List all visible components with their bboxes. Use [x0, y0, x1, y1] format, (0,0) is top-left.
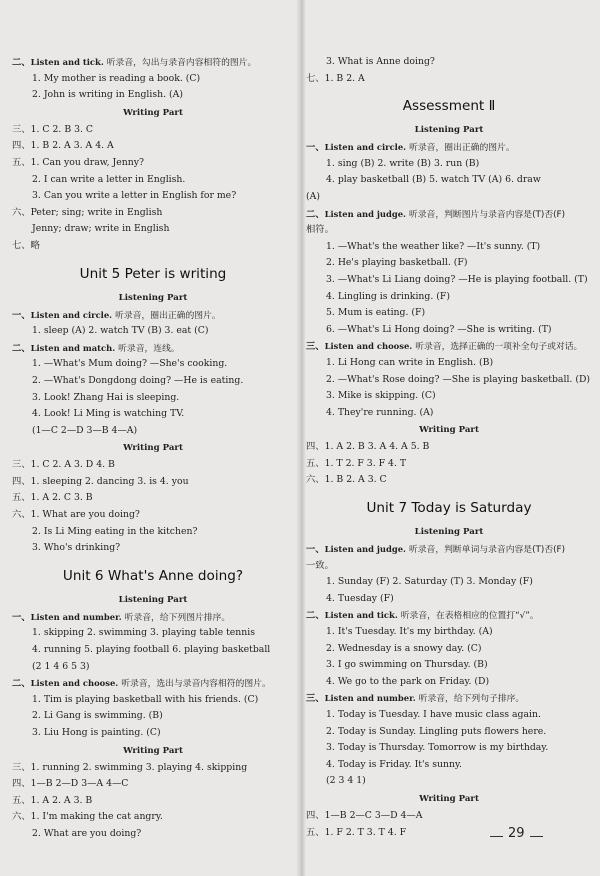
section-heading: [12, 54, 294, 71]
section-number: 二、: [306, 610, 325, 622]
section-instruction-cn: 听录音，判断图片与录音内容是(T)否(F): [408, 209, 566, 220]
section-instruction-cn: 听录音，选择正确的一项补全句子或对话。: [415, 342, 583, 353]
answer-line: 1. My mother is reading a book. (C): [32, 72, 201, 84]
unit-title: Assessment Ⅱ: [402, 98, 496, 115]
section-heading: [12, 307, 294, 324]
page-number-dash-right: [530, 836, 543, 837]
answer-line: 6. —What's Li Hong doing? —She is writing. (T): [326, 323, 552, 335]
answer-line: 2. Li Gang is swimming. (B): [32, 710, 163, 722]
answer-line: (2 3 4 1): [326, 775, 366, 787]
answer-line: 四、1—B 2—C 3—D 4—A: [306, 809, 423, 821]
section-heading: [306, 607, 592, 624]
answer-line: 五、1. A 2. A 3. B: [12, 794, 93, 806]
section-instruction-cn: 听录音，连线。: [118, 343, 180, 354]
answer-line: 1. —What's Mum doing? —She's cooking.: [32, 358, 228, 370]
answer-line: 七、1. B 2. A: [306, 72, 365, 84]
section-instruction-en: Listen and number.: [324, 693, 416, 704]
page-number: 29: [508, 826, 525, 841]
answer-line: 4. We go to the park on Friday. (D): [326, 675, 490, 687]
answer-line: 3. Liu Hong is painting. (C): [32, 727, 161, 738]
answer-line: 五、1. T 2. F 3. F 4. T: [306, 457, 407, 469]
answer-line: 六、1. What are you doing?: [12, 509, 140, 521]
answer-line: 七、略: [12, 239, 40, 251]
section-instruction-en: Listen and judge.: [324, 208, 406, 219]
part-subheading: Listening Part: [118, 292, 188, 303]
answer-line: 三、1. C 2. B 3. C: [12, 123, 94, 135]
answer-line: 1. Li Hong can write in English. (B): [326, 356, 494, 368]
answer-line: 2. Today is Sunday. Lingling puts flowers here.: [326, 725, 547, 737]
answer-line: 2. Is Li Ming eating in the kitchen?: [32, 525, 198, 537]
section-number: 一、: [12, 309, 31, 321]
answer-line: 四、1. B 2. A 3. A 4. A: [12, 140, 114, 152]
unit-title: Unit 7 Today is Saturday: [366, 500, 532, 517]
answer-line: 3. Today is Thursday. Tomorrow is my birthday.: [326, 742, 549, 754]
answer-line: 3. —What's Li Liang doing? —He is playing football. (T): [326, 273, 588, 285]
answer-line: 2. I can write a letter in English.: [32, 173, 186, 185]
answer-line: 2. What are you doing?: [32, 827, 142, 839]
part-subheading: Writing Part: [419, 425, 479, 436]
section-number: 一、: [306, 544, 325, 556]
answer-line: (A): [306, 190, 320, 202]
answer-line: 相符。: [306, 224, 334, 236]
section-number: 一、: [12, 611, 31, 623]
section-heading: [12, 609, 294, 626]
section-heading: [306, 338, 592, 355]
answer-line: 六、1. B 2. A 3. C: [306, 474, 387, 486]
section-instruction-en: Listen and match.: [30, 342, 116, 353]
answer-line: 4. They're running. (A): [326, 406, 434, 418]
section-heading: [306, 541, 592, 558]
part-subheading: Listening Part: [118, 594, 188, 605]
answer-line: 1. sing (B) 2. write (B) 3. run (B): [326, 157, 480, 169]
part-subheading: Writing Part: [123, 107, 183, 118]
section-instruction-en: Listen and number.: [30, 611, 122, 622]
page-number-dash-left: [490, 836, 503, 837]
part-subheading: Listening Part: [414, 527, 484, 538]
section-heading: [306, 690, 592, 707]
section-instruction-en: Listen and choose.: [30, 678, 119, 689]
answer-line: 2. John is writing in English. (A): [32, 89, 183, 101]
answer-line: 4. Lingling is drinking. (F): [326, 290, 450, 302]
section-instruction-en: Listen and tick.: [30, 57, 104, 67]
answer-line: (2 1 4 6 5 3): [32, 660, 90, 672]
answer-line: 3. What is Anne doing?: [326, 56, 435, 67]
section-number: 二、: [12, 57, 31, 68]
answer-line: 五、1. A 2. C 3. B: [12, 492, 93, 504]
section-instruction-en: Listen and circle.: [324, 142, 407, 153]
answer-line: 六、1. I'm making the cat angry.: [12, 811, 163, 823]
answer-line: 4. play basketball (B) 5. watch TV (A) 6. draw: [326, 174, 541, 186]
section-instruction-en: Listen and circle.: [30, 309, 113, 320]
answer-line: 3. I go swimming on Thursday. (B): [326, 659, 488, 671]
section-instruction-cn: 听录音，勾出与录音内容相符的图片。: [106, 58, 257, 68]
section-instruction-cn: 听录音，判断单词与录音内容是(T)否(F): [408, 545, 566, 556]
right-column: [306, 54, 592, 841]
answer-line: 六、Peter; sing; write in English: [12, 206, 163, 218]
answer-line: 4. running 5. playing football 6. playing basketball: [32, 644, 271, 656]
unit-title: Unit 6 What's Anne doing?: [62, 567, 244, 584]
section-number: 二、: [12, 342, 31, 354]
section-instruction-en: Listen and tick.: [324, 610, 398, 621]
section-instruction-cn: 听录音，给下列图片排序。: [124, 612, 231, 623]
answer-line: (1—C 2—D 3—B 4—A): [32, 424, 138, 436]
section-heading: [12, 675, 294, 692]
page-fold: [296, 0, 306, 876]
section-instruction-cn: 听录音，选出与录音内容相符的图片。: [121, 679, 271, 690]
answer-line: 四、1. A 2. B 3. A 4. A 5. B: [306, 441, 430, 453]
part-subheading: Writing Part: [123, 745, 183, 756]
answer-line: 4. Today is Friday. It's sunny.: [326, 758, 462, 770]
section-instruction-cn: 听录音，在表格相应的位置打“√”。: [400, 611, 539, 622]
answer-line: 2. Wednesday is a snowy day. (C): [326, 642, 482, 654]
part-subheading: Listening Part: [414, 125, 484, 136]
answer-line: 4. Look! Li Ming is watching TV.: [32, 408, 185, 420]
answer-line: 5. Mum is eating. (F): [326, 307, 426, 319]
answer-line: 1. Tim is playing basketball with his friends. (C): [32, 693, 259, 705]
section-instruction-en: Listen and judge.: [324, 544, 406, 555]
answer-line: 1. Today is Tuesday. I have music class again.: [326, 709, 541, 720]
answer-line: 四、1. sleeping 2. dancing 3. is 4. you: [12, 475, 189, 487]
part-subheading: Writing Part: [419, 793, 479, 804]
answer-line: 四、1—B 2—D 3—A 4—C: [12, 778, 129, 790]
answer-line: 三、1. C 2. A 3. D 4. B: [12, 459, 115, 471]
answer-line: 2. —What's Dongdong doing? —He is eating.: [32, 374, 244, 386]
section-heading: [12, 340, 294, 357]
answer-line: 4. Tuesday (F): [326, 592, 394, 604]
answer-line: Jenny; draw; write in English: [32, 223, 170, 235]
answer-line: 3. Mike is skipping. (C): [326, 390, 436, 402]
left-column: [12, 54, 294, 843]
section-number: 三、: [306, 693, 325, 705]
answer-line: 五、1. Can you draw, Jenny?: [12, 156, 144, 168]
section-instruction-cn: 听录音，给下列句子排序。: [418, 694, 525, 705]
unit-title: Unit 5 Peter is writing: [79, 265, 227, 282]
answer-line: 三、1. running 2. swimming 3. playing 4. skipping: [12, 761, 248, 773]
part-subheading: Writing Part: [123, 443, 183, 454]
section-number: 三、: [306, 341, 325, 353]
section-heading: [306, 206, 592, 223]
answer-line: 一致。: [306, 559, 334, 571]
answer-line: 3. Who's drinking?: [32, 542, 121, 554]
section-number: 二、: [12, 678, 31, 690]
answer-line: 2. He's playing basketball. (F): [326, 257, 468, 269]
answer-line: 1. It's Tuesday. It's my birthday. (A): [326, 626, 493, 638]
answer-line: 2. —What's Rose doing? —She is playing basketball. (D): [326, 373, 591, 385]
answer-line: 五、1. F 2. T 3. T 4. F: [306, 826, 407, 838]
answer-line: 1. —What's the weather like? —It's sunny. (T): [326, 240, 541, 252]
section-number: 一、: [306, 142, 325, 154]
answer-line: 1. Sunday (F) 2. Saturday (T) 3. Monday (F): [326, 576, 533, 588]
answer-line: 1. sleep (A) 2. watch TV (B) 3. eat (C): [32, 325, 209, 337]
section-heading: [306, 139, 592, 156]
answer-line: 3. Look! Zhang Hai is sleeping.: [32, 391, 180, 403]
section-number: 二、: [306, 208, 325, 220]
section-instruction-cn: 听录音，圈出正确的图片。: [409, 143, 515, 154]
answer-line: 1. skipping 2. swimming 3. playing table tennis: [32, 627, 256, 639]
section-instruction-en: Listen and choose.: [324, 341, 413, 352]
answer-line: 3. Can you write a letter in English for me?: [32, 190, 237, 202]
section-instruction-cn: 听录音，圈出正确的图片。: [115, 310, 221, 321]
